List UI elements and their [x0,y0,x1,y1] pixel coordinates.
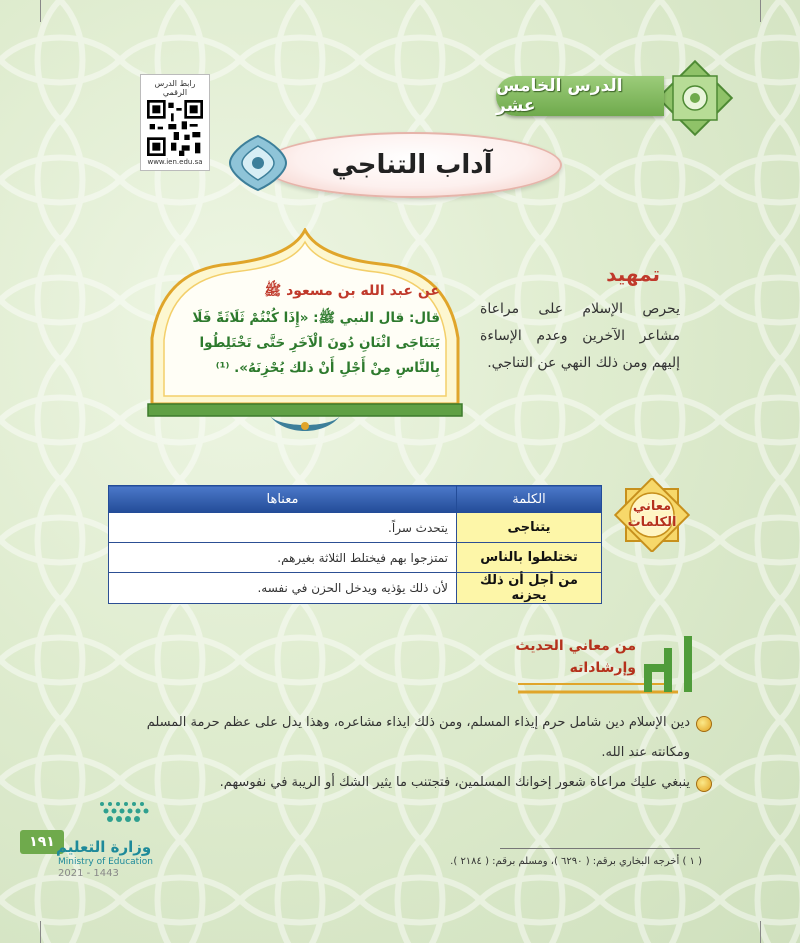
vocab-badge-line2: الكلمات [627,515,677,530]
footnote: ( ١ ) أخرجه البخاري برقم: ( ٦٢٩٠ )، ومسلم برقم: ( ٢١٨٤ ). [450,856,702,867]
section-heading [515,634,696,696]
list-item-text: ينبغي عليك مراعاة شعور إخوانك المسلمين، فتجتنب ما يثير الشك أو الريبة في نفوسهم. [219,775,690,790]
table-row [109,573,602,604]
qr-code-icon[interactable] [147,100,203,156]
ministry-name-ar: وزارة التعليم [56,838,152,856]
crop-mark [760,921,761,943]
lesson-ornament-icon [655,58,735,138]
list-item [112,768,712,798]
bullet-icon [696,716,712,732]
bullet-icon [696,776,712,792]
qr-card[interactable] [140,74,210,171]
meaning-cell: لأن ذلك يؤذيه ويدخل الحزن في نفسه. [109,573,457,604]
vocab-badge-line1: معاني [632,499,672,514]
table-header-row [109,486,602,513]
intro-heading: تمهيد [606,262,660,286]
floral-ornament-icon [228,134,288,192]
page-title: آداب التناجي [331,150,493,180]
qr-url[interactable]: www.ien.edu.sa [147,158,203,166]
intro-text: يحرص الإسلام على مراعاة مشاعر الآخرين وعدم الإساءة إليهم ومن ذلك النهي عن التناجي. [480,301,680,371]
title-banner [262,132,562,198]
vocab-badge [614,478,690,552]
hadith-block [172,282,440,381]
section-heading-line1: من معاني الحديث [515,638,636,654]
list-item-text: دين الإسلام دين شامل حرم إيذاء المسلم، ومن ذلك ايذاء مشاعره، وهذا يدل على عظم حرمة المسلم ومكانته عند الله. [146,715,690,760]
hadith-text: قال: قال النبي ﷺ: «إِذَا كُنْتُمْ ثَلَاثَةً فَلَا يَتَنَاجَى اثْنَانِ دُونَ الْآخَرِ حَتَّى تَخْتَلِطُوا بِالنَّاسِ مِنْ أَجْلِ أَنْ ذلك يُحْزِنَهُ». ⁽¹⁾ [192,310,440,376]
ministry-name-en: Ministry of Education [58,857,153,867]
meaning-cell: تمتزجوا بهم فيختلط الثلاثة بغيرهم. [109,543,457,573]
table-row [109,513,602,543]
section-heading-line2: وإرشاداته [569,660,636,676]
points-list [112,708,712,798]
crop-mark [760,0,761,22]
qr-label: رابط الدرس الرقمي [154,79,196,97]
word-cell: يتناجى [457,513,602,543]
word-cell: من أجل أن ذلك يحزنه [457,573,602,604]
crop-mark [40,921,41,943]
vocab-table [108,485,602,604]
table-row [109,543,602,573]
hadith-narrator: عن عبد الله بن مسعود ﷺ [264,283,440,299]
footnote-divider [500,848,700,849]
page-number: ١٩١ [20,830,64,854]
lesson-tag [496,76,664,116]
crop-mark [40,0,41,22]
column-header-word: الكلمة [457,486,602,513]
word-cell: تختلطوا بالناس [457,543,602,573]
list-item [112,708,712,768]
edition-year: 2021 - 1443 [58,868,119,879]
lesson-tag-label: الدرس الخامس عشر [496,76,623,116]
column-header-meaning: معناها [109,486,457,513]
meaning-cell: يتحدث سراً. [109,513,457,543]
